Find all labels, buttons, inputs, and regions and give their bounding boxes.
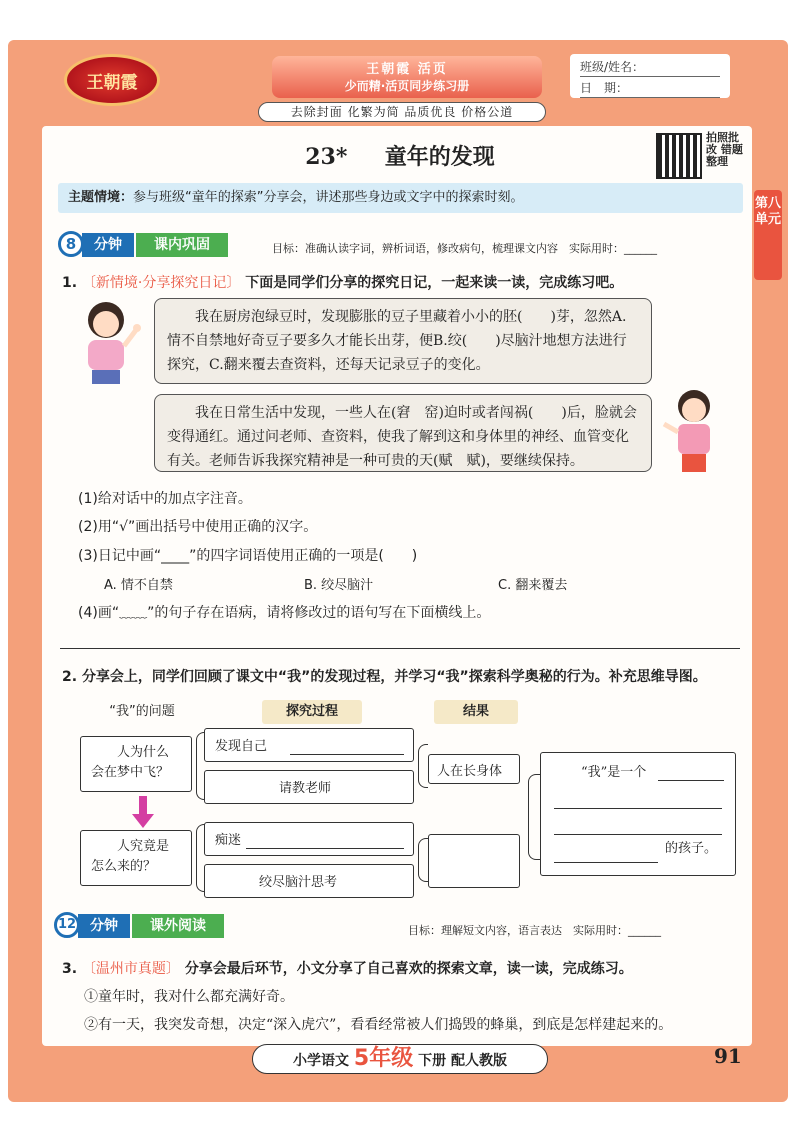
q1-sub-2: (2)用“√”画出括号中使用正确的汉字。 <box>78 519 318 535</box>
section-goal: 目标：理解短文内容，语言表达 实际用时：______ <box>408 924 661 937</box>
fill-line[interactable] <box>290 754 404 755</box>
option-b[interactable]: B. 绞尽脑汁 <box>304 578 374 593</box>
process-box-3 <box>204 822 414 856</box>
fill-line[interactable] <box>554 862 658 863</box>
theme-banner <box>58 183 743 213</box>
footer-subject: 小学语文 <box>293 1053 350 1069</box>
girl-illustration-left <box>74 296 148 388</box>
question-1-prompt <box>62 272 623 292</box>
result-box-2[interactable] <box>428 834 520 888</box>
lesson-number: 23* <box>305 144 348 170</box>
conclusion-box <box>540 752 736 876</box>
question-text: 下面是同学们分享的探究日记，一起来读一读，完成练习吧。 <box>245 275 624 291</box>
theme-text: 参与班级“童年的探索”分享会，讲述那些身边或文字中的探索时刻。 <box>133 190 524 205</box>
footer-grade: 5年级 <box>353 1046 414 1071</box>
conclusion-line-1: “我”是一个 <box>581 765 647 780</box>
question-number: 1. <box>62 275 78 291</box>
reading-paragraph-1: ①童年时，我对什么都充满好奇。 <box>84 989 294 1005</box>
brand-logo: 王朝霞 <box>64 54 160 106</box>
diary-bubble-1: 我在厨房泡绿豆时，发现膨胀的豆子里藏着小小的胚( )芽，忽然A.情不自禁地好奇豆子要多久才能长出芽，便B.绞( )尽脑汁地想方法进行探究，C.翻来覆去查资料，还每天记录豆子的变化。 <box>154 298 652 384</box>
series-banner <box>272 56 542 98</box>
unit-tab: 第八单元 <box>754 190 782 280</box>
bracket <box>418 838 428 882</box>
series-title: 王朝霞 活页 <box>366 62 448 77</box>
section-minutes-number: 8 <box>58 231 84 257</box>
map-col-process: 探究过程 <box>262 700 362 724</box>
fill-line[interactable] <box>246 848 404 849</box>
map-col-result: 结果 <box>434 700 518 724</box>
diary-bubble-2: 我在日常生活中发现，一些人在(窘 窑)迫时或者闯祸( )后，脸就会变得通红。通过问老师、查资料，使我了解到这和身体里的神经、血管变化有关。老师告诉我探究精神是一种可贵的天(赋 赋)，要继续保持。 <box>154 394 652 472</box>
section-header-in-class <box>58 231 238 259</box>
q1-sub-1: (1)给对话中的加点字注音。 <box>78 491 252 507</box>
slogan: 去除封面 化繁为简 品质优良 价格公道 <box>258 102 546 122</box>
section-name: 课外阅读 <box>132 914 224 938</box>
fill-line[interactable] <box>554 834 722 835</box>
section-minutes-unit: 分钟 <box>78 914 130 938</box>
section-header-extra-reading <box>54 912 234 940</box>
result-box-1: 人在长身体 <box>428 754 520 784</box>
conclusion-line-2: 的孩子。 <box>665 841 718 856</box>
question-number: 2. <box>62 669 78 685</box>
footer-term: 下册 <box>418 1053 447 1069</box>
process-text: 痴迷 <box>215 833 242 848</box>
theme-label: 主题情境： <box>68 190 134 205</box>
q1-sub-3: (3)日记中画“____”的四字词语使用正确的一项是( ) <box>78 548 418 564</box>
section-name: 课内巩固 <box>136 233 228 257</box>
question-text: 分享会最后环节，小文分享了自己喜欢的探索文章，读一读，完成练习。 <box>184 961 633 977</box>
process-text: 发现自己 <box>215 739 268 754</box>
footer-edition: 配人教版 <box>450 1053 507 1069</box>
answer-line[interactable] <box>60 648 740 649</box>
qr-label: 拍照批改 错题整理 <box>706 131 743 168</box>
girl-illustration-right <box>656 384 726 480</box>
footer-badge <box>252 1044 548 1074</box>
map-col-question: “我”的问题 <box>109 704 175 719</box>
date-field[interactable]: 日 期： <box>580 79 720 98</box>
option-a[interactable]: A. 情不自禁 <box>104 578 173 593</box>
question-number: 3. <box>62 961 78 977</box>
section-goal: 目标：准确认读字词，辨析词语，修改病句，梳理课文内容 实际用时：______ <box>272 242 657 255</box>
bracket <box>418 744 428 788</box>
reading-paragraph-2: ②有一天，我突发奇想，决定“深入虎穴”，看看经常被人们捣毁的蜂巢，到底是怎样建起来的。 <box>84 1017 673 1033</box>
question-3-prompt <box>62 958 633 978</box>
option-c[interactable]: C. 翻来覆去 <box>498 578 568 593</box>
question-box-2: 人究竟是怎么来的？ <box>80 830 192 886</box>
section-minutes-number: 12 <box>54 912 80 938</box>
page-number: 91 <box>714 1044 742 1068</box>
qr-code-icon[interactable] <box>656 133 702 179</box>
fill-line[interactable] <box>658 780 724 781</box>
question-tag: 〔新情境·分享探究日记〕 <box>81 275 241 291</box>
question-box-1: 人为什么会在梦中飞？ <box>80 736 192 792</box>
down-arrow-icon <box>132 796 154 830</box>
section-minutes-unit: 分钟 <box>82 233 134 257</box>
process-box-1 <box>204 728 414 762</box>
fill-line[interactable] <box>554 808 722 809</box>
q1-sub-4: (4)画“﹏﹏”的句子存在语病，请将修改过的语句写在下面横线上。 <box>78 605 491 621</box>
series-subtitle: 少而精·活页同步练习册 <box>344 79 470 93</box>
process-box-4: 绞尽脑汁思考 <box>204 864 414 898</box>
question-tag: 〔温州市真题〕 <box>81 961 180 977</box>
lesson-name: 童年的发现 <box>384 144 495 170</box>
class-name-field[interactable]: 班级/姓名： <box>580 58 720 77</box>
question-2-prompt <box>62 666 742 686</box>
question-text: 分享会上，同学们回顾了课文中“我”的发现过程，并学习“我”探索科学奥秘的行为。补充思维导图。 <box>81 669 707 685</box>
process-box-2: 请教老师 <box>204 770 414 804</box>
student-info-box <box>570 54 730 98</box>
